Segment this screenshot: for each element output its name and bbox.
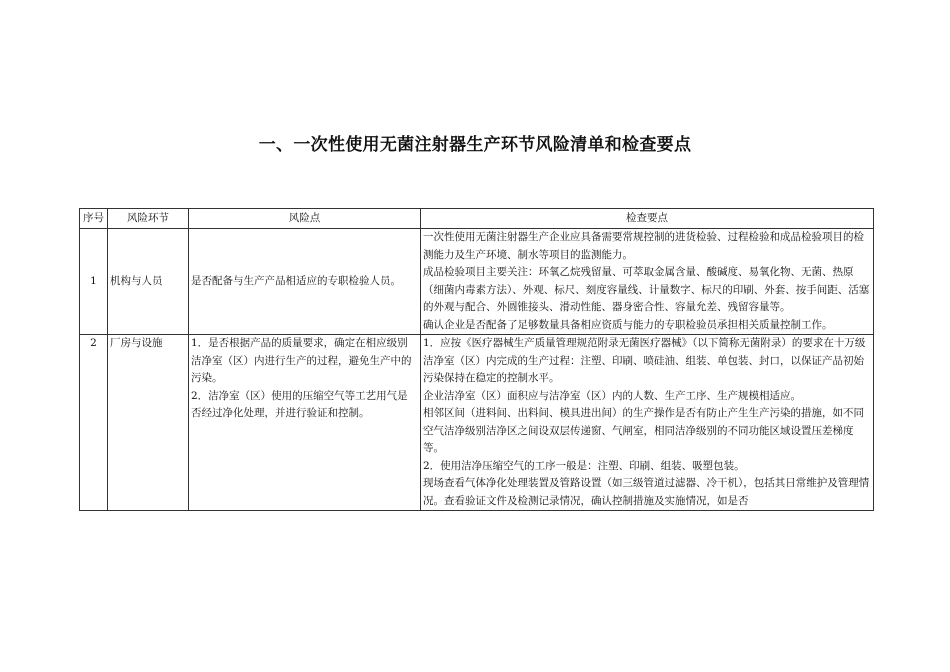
check-point-text: 相邻区间（进料间、出料间、模具进出间）的生产操作是否有防止产生生产污染的措施，如不同空气洁净级别洁净区之间设双层传递窗、气闸室，相同洁净级别的不同功能区域设置压差梯度等。	[423, 407, 864, 454]
check-point-text: 1．应按《医疗器械生产质量管理规范附录无菌医疗器械》（以下简称无菌附录）的要求在十万级洁净室（区）内完成的生产过程：注塑、印刷、喷硅油、组装、单包装、封口，以保证产品初始污染保持在稳定的控制水平。	[423, 337, 866, 384]
seq-cell: 2	[80, 335, 108, 511]
table-row	[80, 229, 874, 335]
risk-point-text: 1．是否根据产品的质量要求，确定在相应级别洁净室（区）内进行生产的过程，避免生产中的污染。	[191, 337, 412, 384]
risk-stage-cell: 机构与人员	[108, 229, 189, 335]
header-seq: 序号	[80, 209, 108, 229]
seq-cell: 1	[80, 229, 108, 335]
risk-point-cell: 是否配备与生产产品相适应的专职检验人员。	[189, 229, 421, 335]
risk-point-cell	[189, 335, 421, 511]
check-points-cell	[421, 229, 874, 335]
risk-stage-cell: 厂房与设施	[108, 335, 189, 511]
header-risk-point: 风险点	[189, 209, 421, 229]
check-point-text: 确认企业是否配备了足够数量具备相应资质与能力的专职检验员承担相关质量控制工作。	[423, 318, 833, 331]
risk-checklist-table	[79, 208, 874, 511]
table-row	[80, 335, 874, 511]
header-risk-stage: 风险环节	[108, 209, 189, 229]
risk-point-text: 2．洁净室（区）使用的压缩空气等工艺用气是否经过净化处理，并进行验证和控制。	[191, 389, 408, 419]
page-title: 一、一次性使用无菌注射器生产环节风险清单和检查要点	[258, 135, 692, 155]
table-header-row	[80, 209, 874, 229]
check-point-text: 2．使用洁净压缩空气的工序一般是：注塑、印刷、组装、吸塑包装。	[423, 459, 745, 472]
check-point-text: 一次性使用无菌注射器生产企业应具备需要常规控制的进货检验、过程检验和成品检验项目的检测能力及生产环境、制水等项目的监测能力。	[423, 231, 864, 261]
check-point-text: 企业洁净室（区）面积应与洁净室（区）内的人数、生产工序、生产规模相适应。	[423, 389, 801, 402]
check-point-text: 成品检验项目主要关注：环氧乙烷残留量、可萃取金属含量、酸碱度、易氧化物、无菌、热原（细菌内毒素方法）、外观、标尺、刻度容量线、计量数字、标尺的印刷、外套、按手间距、活塞的外观与配合、外圆锥接头、滑动性能、器身密合性、容量允差、残留容量等。	[423, 266, 870, 313]
header-check-points: 检查要点	[421, 209, 874, 229]
check-point-text: 现场查看气体净化处理装置及管路设置（如三级管道过滤器、冷干机），包括其日常维护及管理情况。查看验证文件及检测记录情况，确认控制措施及实施情况，如是否	[423, 477, 870, 507]
check-points-cell	[421, 335, 874, 511]
